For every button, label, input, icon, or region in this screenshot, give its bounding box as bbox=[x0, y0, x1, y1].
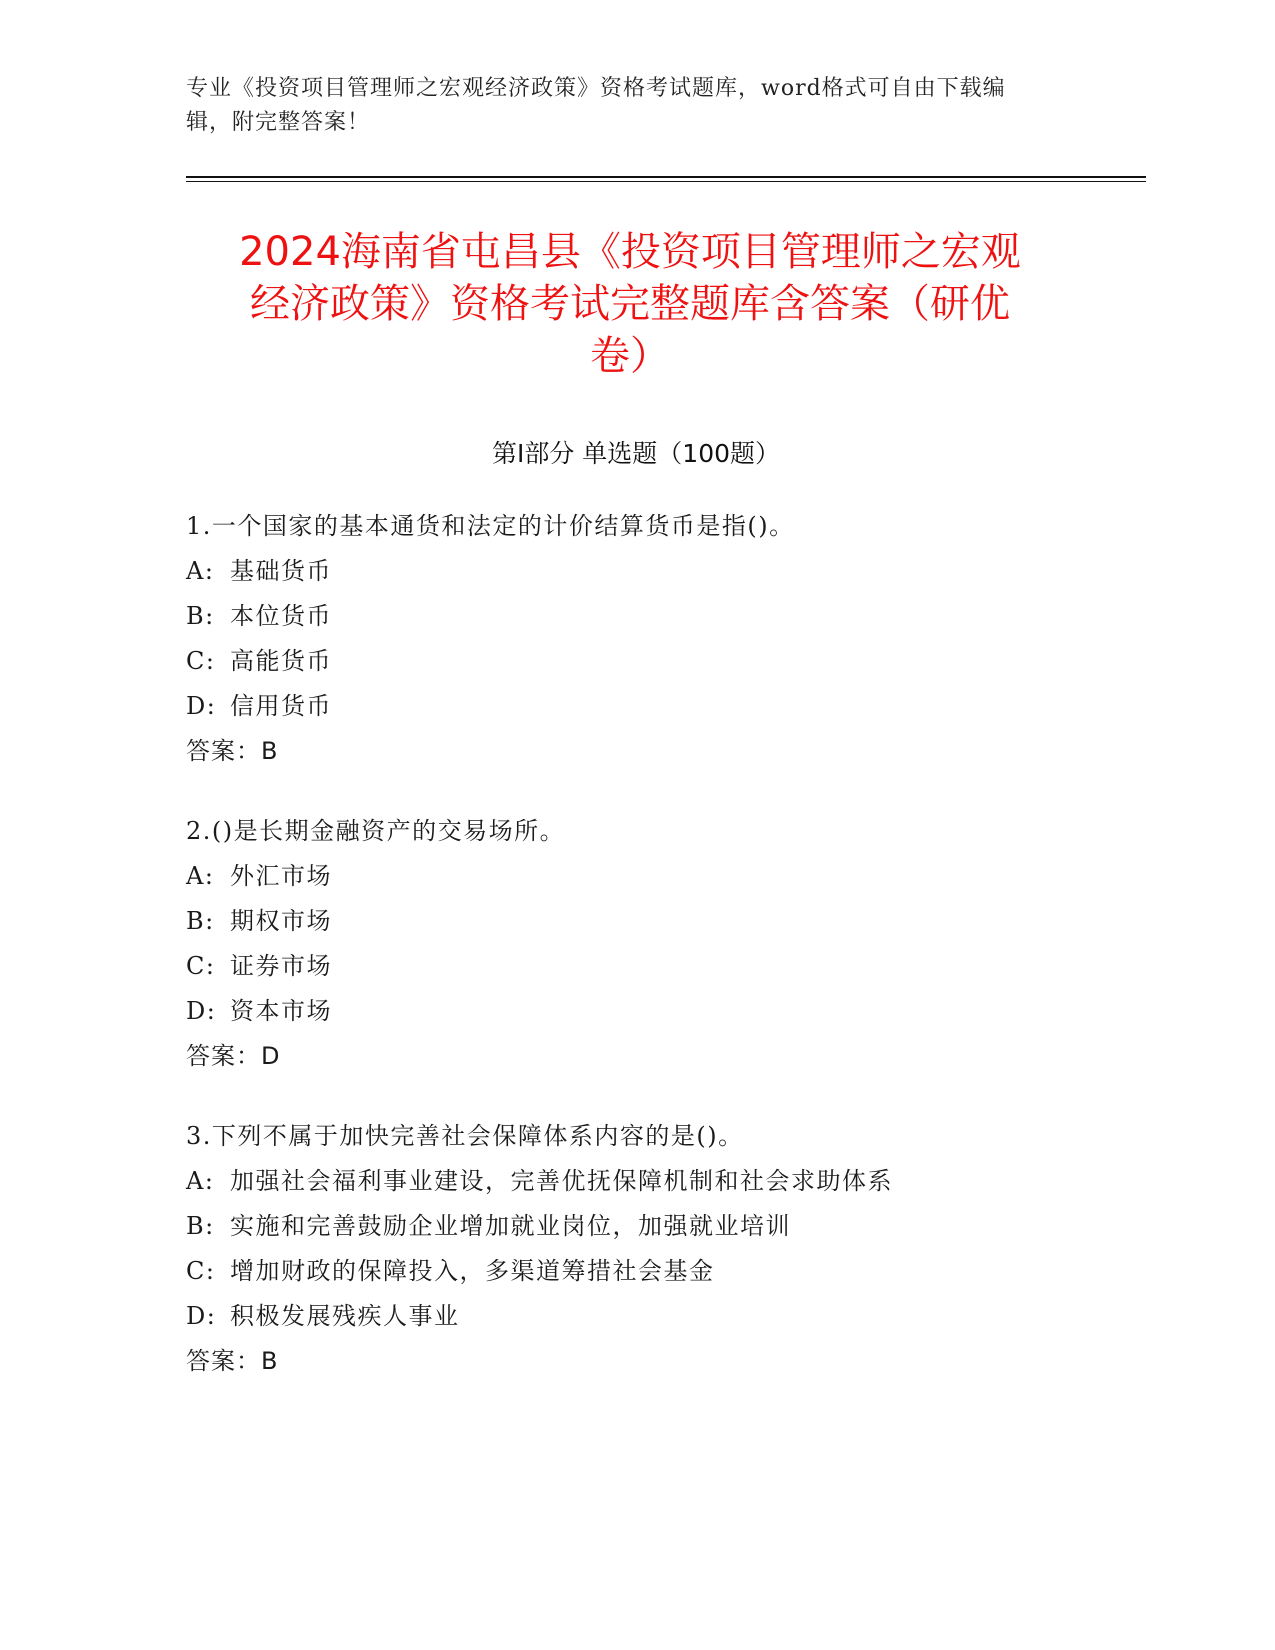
option-text: 期权市场 bbox=[230, 907, 332, 935]
option-text: 信用货币 bbox=[230, 692, 332, 720]
option-c bbox=[186, 1249, 1086, 1294]
option-text: 增加财政的保障投入，多渠道筹措社会基金 bbox=[230, 1257, 715, 1285]
option-a bbox=[186, 1159, 1086, 1204]
option-letter: C: bbox=[186, 647, 216, 675]
question-3 bbox=[186, 1114, 1086, 1384]
header-divider-thin bbox=[186, 181, 1146, 182]
option-text: 高能货币 bbox=[230, 647, 332, 675]
question-stem: 2.()是长期金融资产的交易场所。 bbox=[186, 817, 566, 845]
option-b bbox=[186, 899, 1086, 944]
option-text: 加强社会福利事业建设，完善优抚保障机制和社会求助体系 bbox=[230, 1167, 893, 1195]
answer: 答案：D bbox=[186, 1042, 281, 1070]
question-1 bbox=[186, 504, 1086, 774]
answer: 答案：B bbox=[186, 737, 279, 765]
option-d bbox=[186, 684, 1086, 729]
question-stem: 1.一个国家的基本通货和法定的计价结算货币是指()。 bbox=[186, 512, 795, 540]
option-text: 本位货币 bbox=[230, 602, 332, 630]
option-text: 资本市场 bbox=[230, 997, 332, 1025]
option-c bbox=[186, 639, 1086, 684]
option-letter: A: bbox=[186, 862, 215, 890]
header-note bbox=[186, 72, 1066, 140]
option-d bbox=[186, 989, 1086, 1034]
document-title-line-2: 经济政策》资格考试完整题库含答案（研优 bbox=[250, 281, 1010, 327]
option-letter: C: bbox=[186, 952, 216, 980]
option-c bbox=[186, 944, 1086, 989]
option-text: 证券市场 bbox=[230, 952, 332, 980]
option-b bbox=[186, 1204, 1086, 1249]
option-text: 实施和完善鼓励企业增加就业岗位，加强就业培训 bbox=[230, 1212, 791, 1240]
question-2 bbox=[186, 809, 1086, 1079]
option-letter: D: bbox=[186, 1302, 217, 1330]
question-stem: 3.下列不属于加快完善社会保障体系内容的是()。 bbox=[186, 1122, 744, 1150]
header-note-line-2: 辑，附完整答案！ bbox=[186, 110, 371, 135]
option-a bbox=[186, 854, 1086, 899]
option-letter: A: bbox=[186, 1167, 215, 1195]
answer: 答案：B bbox=[186, 1347, 279, 1375]
document-title bbox=[160, 226, 1100, 382]
document-title-line-1: 2024海南省屯昌县《投资项目管理师之宏观 bbox=[239, 229, 1021, 275]
option-text: 积极发展残疾人事业 bbox=[230, 1302, 460, 1330]
section-title: 第Ⅰ部分 单选题（100题） bbox=[491, 439, 781, 468]
option-letter: B: bbox=[186, 1212, 215, 1240]
option-text: 基础货币 bbox=[230, 557, 332, 585]
header-note-line-1: 专业《投资项目管理师之宏观经济政策》资格考试题库，word格式可自由下载编 bbox=[186, 76, 1006, 101]
option-letter: C: bbox=[186, 1257, 216, 1285]
option-text: 外汇市场 bbox=[230, 862, 332, 890]
option-letter: A: bbox=[186, 557, 215, 585]
option-a bbox=[186, 549, 1086, 594]
option-letter: B: bbox=[186, 602, 215, 630]
document-title-line-3: 卷） bbox=[590, 333, 670, 379]
option-d bbox=[186, 1294, 1086, 1339]
option-b bbox=[186, 594, 1086, 639]
option-letter: D: bbox=[186, 692, 217, 720]
option-letter: B: bbox=[186, 907, 215, 935]
header-divider-thick bbox=[186, 176, 1146, 178]
option-letter: D: bbox=[186, 997, 217, 1025]
